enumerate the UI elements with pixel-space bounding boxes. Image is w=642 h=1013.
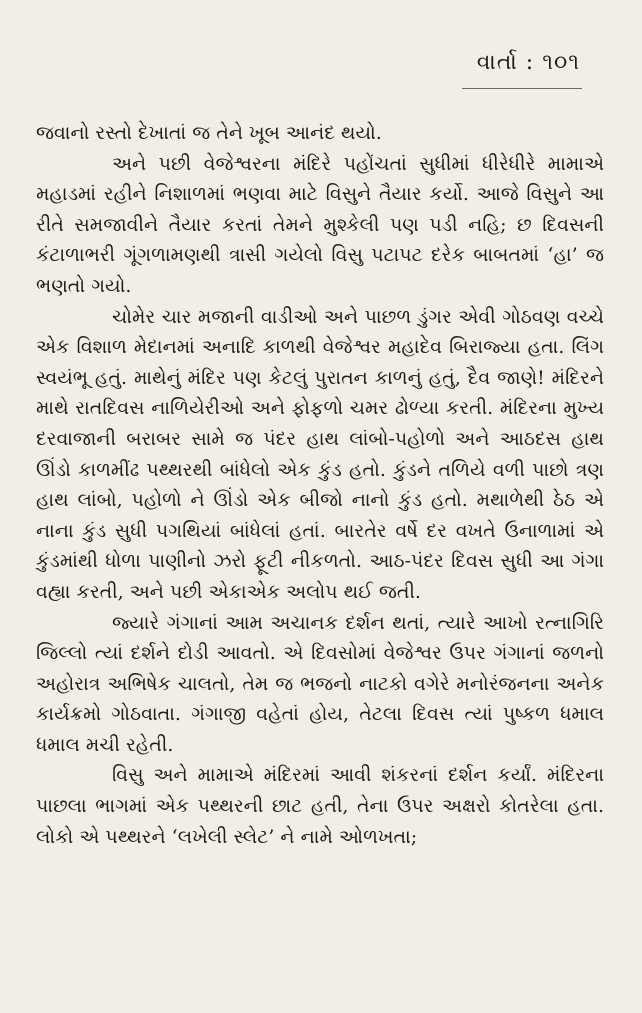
header-underline bbox=[462, 86, 582, 89]
paragraph-4: જ્યારે ગંગાનાં આમ અચાનક દર્શન થતાં, ત્યારે આખો રત્નાગિરિ જિલ્લો ત્યાં દર્શને દોડી આવતો. એ દિવસોમાં વેજેશ્વર ઉપર ગંગાનાં જળનો અહોરાત્ર અભિષેક ચાલતો, તેમ જ ભજનો નાટકો વગેરે મનોરંજનના અનેક કાર્યક્રમો ગોઠવાતા. ગંગાજી વહેતાં હોય, તેટલા દિવસ ત્યાં પુષ્કળ ધમાલ ધમાલ મચી રહેતી. bbox=[36, 611, 604, 756]
paragraph-1: જવાનો રસ્તો દેખાતાં જ તેને ખૂબ આનંદ થયો. bbox=[36, 122, 382, 144]
paragraph-3: ચોમેર ચાર મજાની વાડીઓ અને પાછળ ડુંગર એવી ગોઠવણ વચ્ચે એક વિશાળ મેદાનમાં અનાદિ કાળથી વેજેશ્વર મહાદેવ બિરાજ્યા હતા. લિંગ સ્વયંભૂ હતું. માથેનું મંદિર પણ કેટલું પુરાતન કાળનું હતું, દૈવ જાણે! મંદિરને માથે રાતદિવસ નાળિયેરીઓ અને ફોફળો ચમર ઢોળ્યા કરતી. મંદિરના મુખ્ય દરવાજાની બરાબર સામે જ પંદર હાથ લાંબો-પહોળો અને આઠદસ હાથ ઊંડો કાળમીંઢ પથ્થરથી બાંધેલો એક કુંડ હતો. કુંડને તળિયે વળી પાછો ત્રણ હાથ લાંબો, પહોળો ને ઊંડો એક બીજો નાનો કુંડ હતો. મથાળેથી ઠેઠ એ નાના કુંડ સુધી પગથિયાં બાંધેલાં હતાં. બારતેર વર્ષે દર વખતે ઉનાળામાં એ કુંડમાંથી ધોળા પાણીનો ઝરો ફૂટી નીકળતો. આઠ-પંદર દિવસ સુધી આ ગંગા વહ્યા કરતી, અને પછી એકાએક અલોપ થઈ જતી. bbox=[36, 305, 604, 603]
paragraph-2: અને પછી વેજેશ્વરના મંદિરે પહોંચતાં સુધીમાં ધીરેધીરે મામાએ મહાડમાં રહીને નિશાળમાં ભણવા માટે વિસુને તૈયાર કર્યો. આજે વિસુને આ રીતે સમજાવીને તૈયાર કરતાં તેમને મુશ્કેલી પણ પડી નહિ; છ દિવસની કંટાળાભરી ગૂંગળામણથી ત્રાસી ગયેલો વિસુ પટાપટ દરેક બાબતમાં ‘હા’ જ ભણતો ગયો. bbox=[36, 152, 604, 297]
body-text bbox=[36, 118, 604, 852]
page-header: વાર્તા : ૧૦૧ bbox=[476, 50, 580, 75]
paragraph-5: વિસુ અને મામાએ મંદિરમાં આવી શંકરનાં દર્શન કર્યાં. મંદિરના પાછલા ભાગમાં એક પથ્થરની છાટ હતી, તેના ઉપર અક્ષરો કોતરેલા હતા. લોકો એ પથ્થરને ‘લખેલી સ્લેટ’ ને નામે ઓળખતા; bbox=[36, 764, 604, 848]
